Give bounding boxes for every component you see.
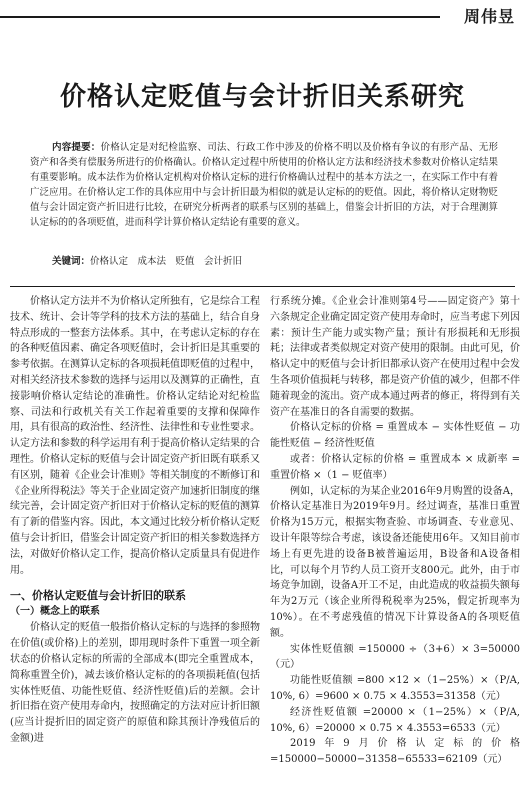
intro-paragraph: 价格认定方法并不为价格认定所独有，它是综合工程技术、统计、会计等学科的技术方法的基础上，结合自身特点形成的一整套方法体系。其中，在考虑认定标的存在的各种贬值因素、确定各项贬值时，会计折旧是其重要的参考依据。在测算认定标的各项损耗值即贬值的过程中，对相关经济技术参数的选择与运用以及测算的正确性，直接影响价格认定结论的准确性。价格认定结论对纪检监察、司法和行政机关有关工作起着重要的支撑和保障作用，具有很高的政治性、经济性、法律性和专业性要求。认定方法和参数的科学运用有利于提高价格认定结果的合理性。价格认定标的贬值与会计固定资产折旧既有联系又有区别，随着《企业会计准则》等相关制度的不断修订和《企业所得税法》等关于企业固定资产加速折旧制度的继续完善，会计固定资产折旧对于价格认定标的贬值的测算有了新的借鉴内容。因此，本文通过比较分析价格认定贬值与会计折旧，借鉴会计固定资产折旧的相关参数选择方法，对做好价格认定工作，提高价格认定质量具有促进作用。 [10,296,260,576]
formula-result: 2019年9月价格认定标的价格 =150000−50000−31358−65533=62109（元） [270,738,520,766]
header-rule [0,16,440,18]
continuation-paragraph: 行系统分摊。《企业会计准则第4号——固定资产》第十六条规定企业确定固定资产使用寿命时，应当考虑下列因素：预计生产能力或实物产量；预计有形损耗和无形损耗；法律或者类似规定对资产使用的限制。由此可见，价格认定中的贬值与会计折旧都承认资产在使用过程中会发生各项价值损耗与转移，都是资产价值的减少，但都不伴随着现金的流出。资产成本通过两者的修正，将得到有关资产在基准日的各自需要的数据。 [270,296,520,418]
formula-paragraph-1: 价格认定标的价格 = 重置成本 − 实体性贬值 − 功能性贬值 − 经济性贬值 [270,422,520,450]
right-column [270,294,520,786]
concept-paragraph: 价格认定的贬值一般指价格认定标的与选择的参照物在价值(或价格)上的差别，即用现时条件下重置一项全新状态的价格认定标的所需的全部成本(即完全重置成本，简称重置全价)，减去该价格认定标的的各项损耗值(包括实体性贬值、功能性贬值、经济性贬值)后的差额。会计折旧指在资产使用寿命内，按照确定的方法对应计折旧额(应当计提折旧的固定资产的原值和除其预计净残值后的金额)进 [10,622,260,744]
abstract-text: 价格认定是对纪检监察、司法、行政工作中涉及的价格不明以及价格有争议的有形产品、无形资产和各类有偿服务所进行的价格确认。价格认定过程中所使用的价格认定方法和经济技术参数对价格认定结果有重要影响。成本法作为价格认定机构对价格认定标的进行价格确认过程中的基本方法之一，在实际工作中有着广泛应用。在价格认定工作的具体应用中与会计折旧最为相似的就是认定标的的贬值。因此，将价格认定财物贬值与会计固定资产折旧进行比较，在研究分析两者的联系与区别的基础上，借鉴会计折旧的方法，对于合理测算认定标的的各项贬值，进而科学计算价格认定结论有重要的意义。 [30,142,498,228]
page-header [0,0,525,28]
example-paragraph: 例如，认定标的为某企业2016年9月购置的设备A，价格认定基准日为2019年9月。经过调查，基准日重置价格为15万元，根据实物查验、市场调查、专业意见、设计年限等综合考虑，该设备还能使用6年。又知目前市场上有更先进的设备B被普遍运用，B设备和A设备相比，可以每个月节约人员工资开支800元。此外，由于市场竞争加剧，设备A开工不足，由此造成的收益损失额每年为2万元（该企业所得税税率为25%，假定折现率为10%）。在不考虑残值的情况下计算设备A的各项贬值额。 [270,485,520,639]
section-heading-1: 一、价格认定贬值与会计折旧的联系 [10,589,186,603]
subsection-heading-1: （一）概念上的联系 [10,606,100,618]
formula-economic: 经济性贬值额 =20000 ×（1−25%）×（P/A, 10%, 6）=20000 × 0.75 × 4.3553=6533（元） [270,706,520,734]
formula-physical: 实体性贬值额 =150000 ÷（3+6）× 3=50000（元） [270,643,520,671]
abstract [30,140,498,230]
left-column [10,294,260,786]
keywords [30,254,498,269]
keywords-text: 价格认定 成本法 贬值 会计折旧 [90,256,243,267]
article-title: 价格认定贬值与会计折旧关系研究 [59,82,465,112]
section-divider [10,286,515,287]
abstract-label: 内容提要： [52,142,101,153]
formula-functional: 功能性贬值额 =800 ×12 ×（1−25%）×（P/A, 10%, 6）=9600 × 0.75 × 4.3553=31358（元） [270,675,520,702]
author-name: 周伟昱 [463,7,515,26]
keywords-label: 关键词： [52,256,91,267]
formula-paragraph-2: 或者：价格认定标的价格 = 重置成本 × 成新率 = 重置价格 ×（1 − 贬值率） [270,453,520,481]
